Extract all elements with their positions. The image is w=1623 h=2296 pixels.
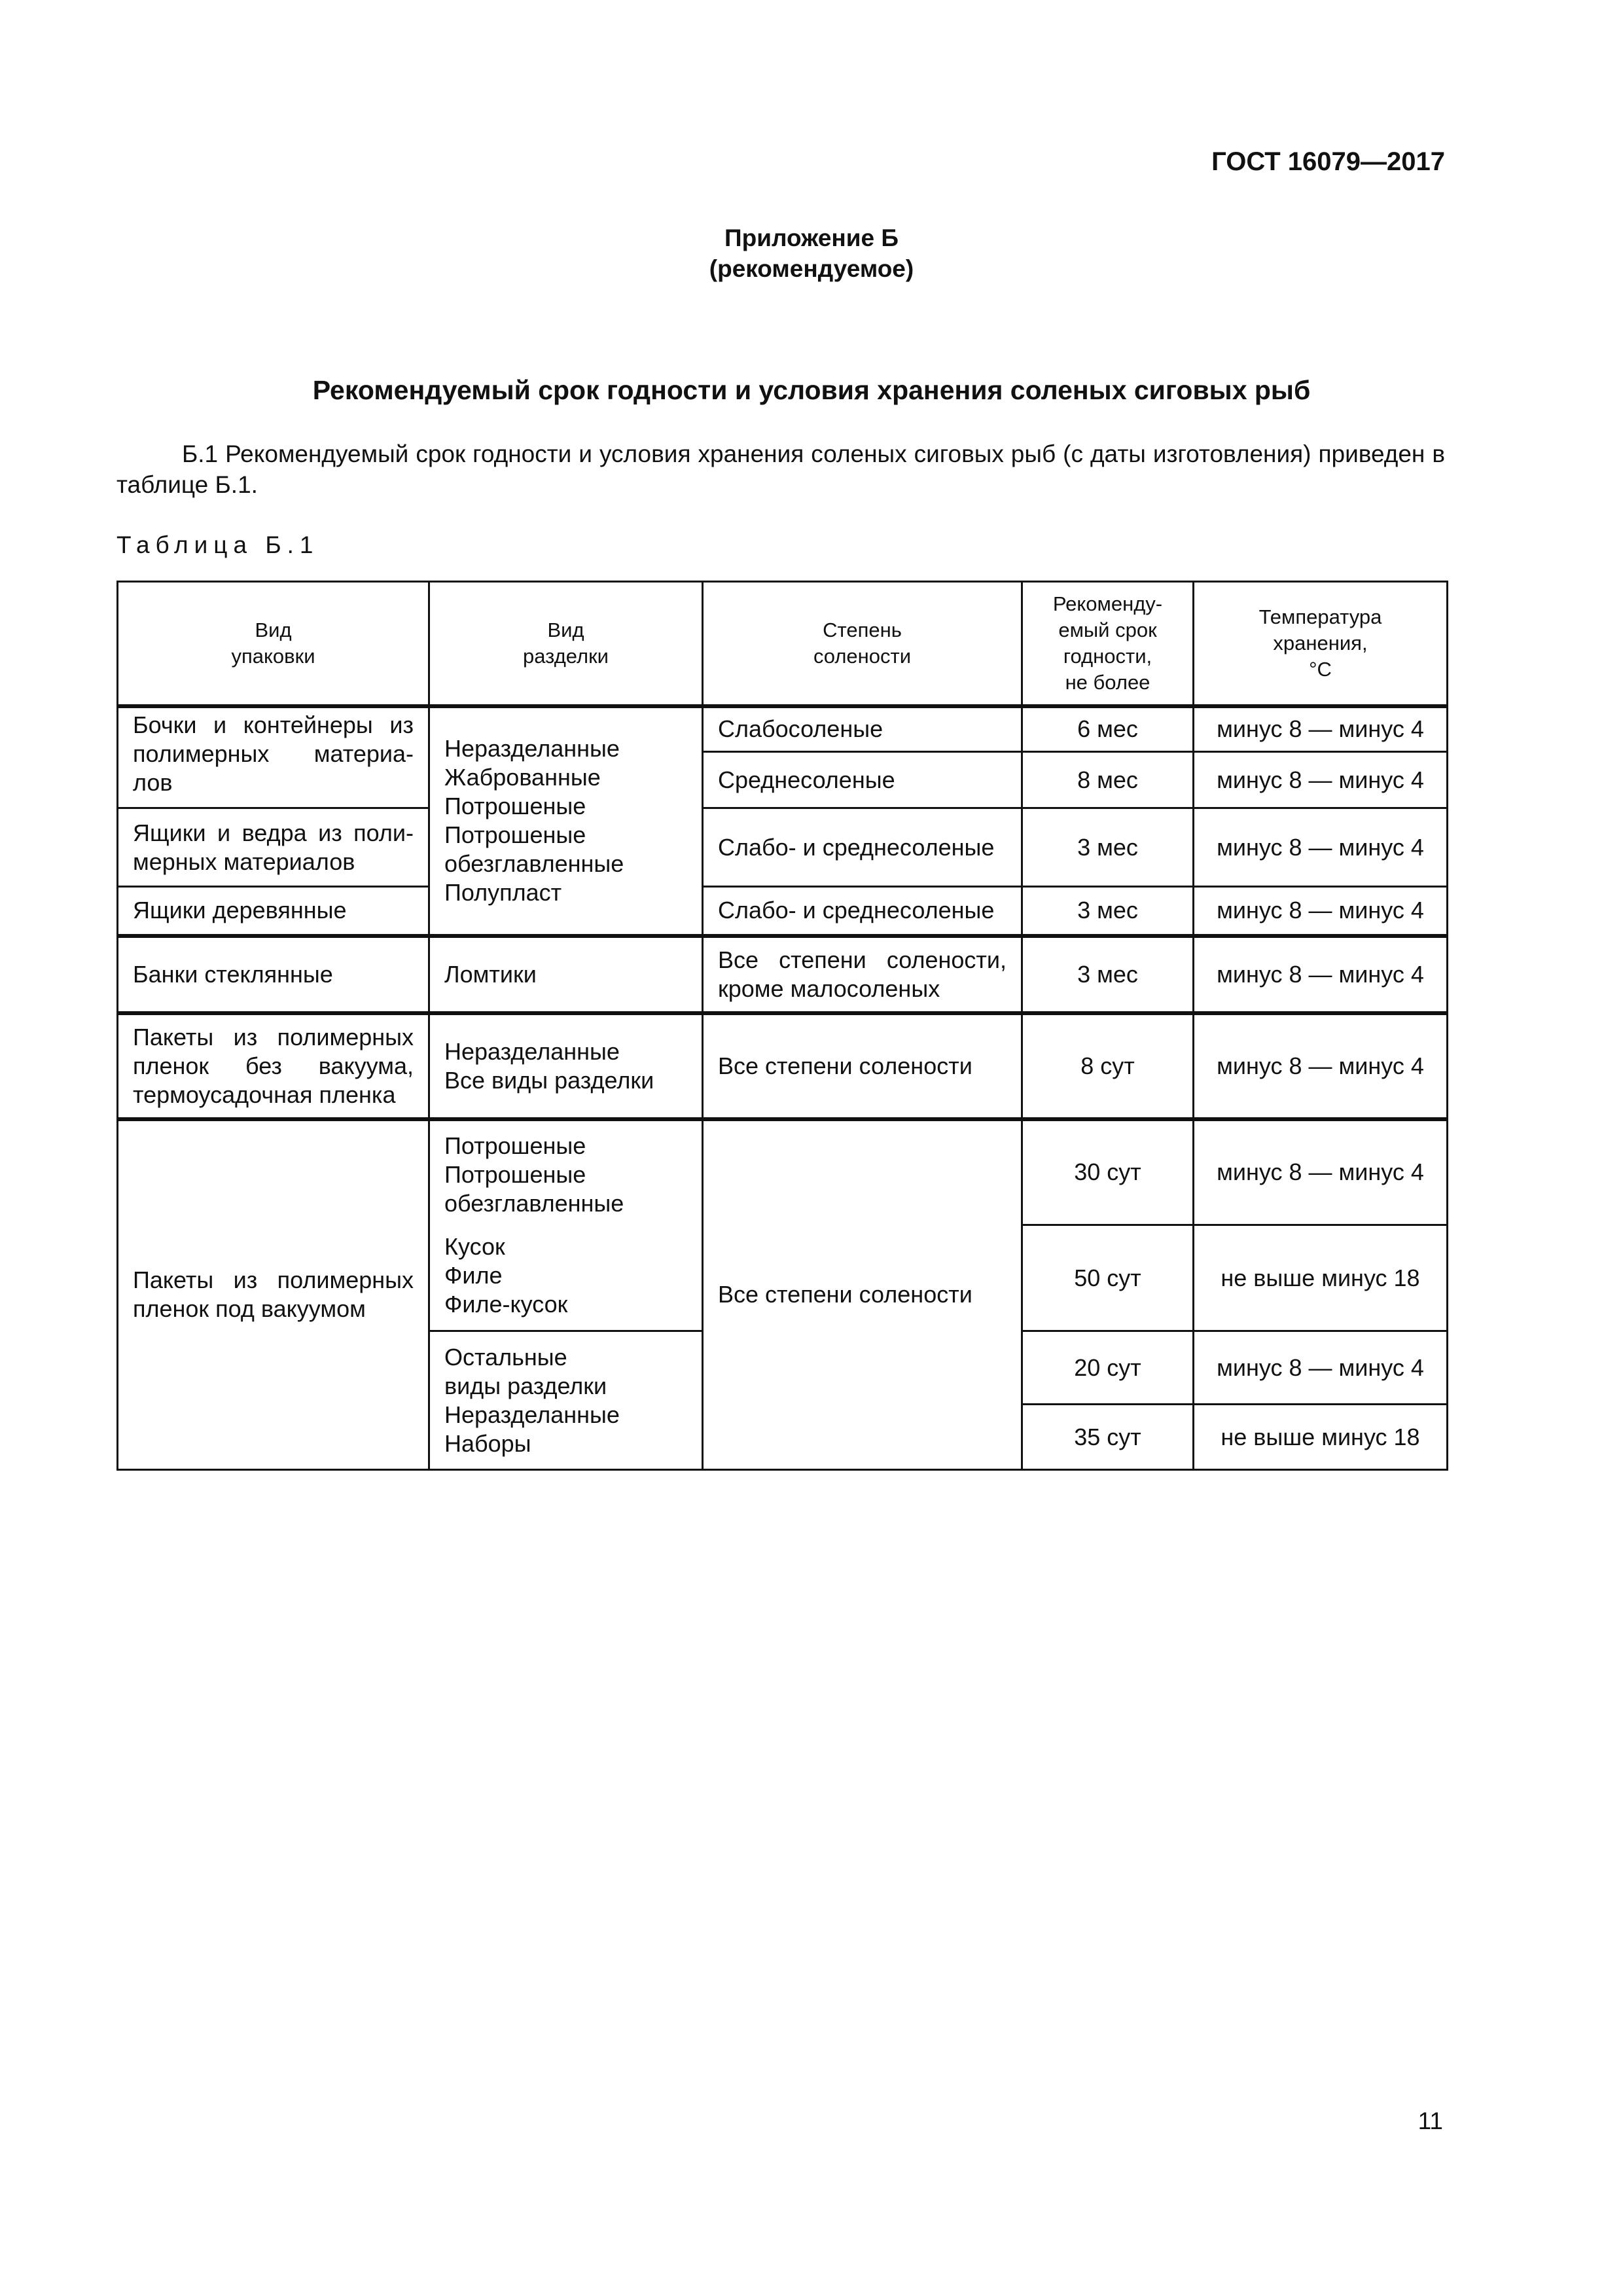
cutting-line: Потрошеные xyxy=(444,1132,586,1160)
temperature-cell: минус 8 — минус 4 xyxy=(1194,752,1448,808)
temperature-cell: не выше минус 18 xyxy=(1194,1405,1448,1470)
packaging-cell: Ящики деревянные xyxy=(118,887,429,936)
table-row xyxy=(118,808,1448,887)
document-code: ГОСТ 16079—2017 xyxy=(1211,147,1445,176)
paragraph-b1: Б.1 Рекомендуемый срок годности и условия хранения соленых сиговых рыб (с даты изготовления) приведен в таблице Б.1. xyxy=(116,440,1445,498)
header-text: упаковки xyxy=(231,644,315,668)
cutting-line: Все виды разделки xyxy=(444,1066,654,1094)
header-text: Вид xyxy=(255,618,292,641)
salinity-cell: Слабо- и среднесоленые xyxy=(703,808,1022,887)
packaging-cell: Пакеты из полимерных пленок без вакуума, термоусадочная пленка xyxy=(118,1013,429,1119)
cutting-line: Филе xyxy=(444,1262,503,1289)
shelf-life-cell: 3 мес xyxy=(1022,808,1194,887)
salinity-cell: Все степени солености, кроме малосоленых xyxy=(703,936,1022,1013)
temperature-cell: минус 8 — минус 4 xyxy=(1194,887,1448,936)
header-text: Рекоменду- xyxy=(1052,592,1163,615)
temperature-cell: минус 8 — минус 4 xyxy=(1194,1013,1448,1119)
storage-table xyxy=(116,581,1448,1471)
packaging-cell: Бочки и контейнеры из полимерных материа-лов xyxy=(118,706,429,808)
header-text: емый срок xyxy=(1058,618,1157,641)
header-text: солености xyxy=(813,644,912,668)
cutting-line: Наборы xyxy=(444,1429,531,1457)
packaging-cell: Банки стеклянные xyxy=(118,936,429,1013)
cutting-cell xyxy=(429,706,703,936)
spacer xyxy=(444,1218,687,1232)
header-text: хранения, xyxy=(1273,631,1368,655)
salinity-cell: Слабо- и среднесоленые xyxy=(703,887,1022,936)
packaging-cell: Ящики и ведра из поли-мерных материалов xyxy=(118,808,429,887)
header-text: Вид xyxy=(547,618,584,641)
shelf-life-cell: 8 мес xyxy=(1022,752,1194,808)
cutting-line: Неразделанные xyxy=(444,735,620,762)
table-row xyxy=(118,1013,1448,1119)
appendix-title: Приложение Б xyxy=(724,224,899,251)
salinity-cell: Все степени солености xyxy=(703,1119,1022,1470)
shelf-life-cell: 8 сут xyxy=(1022,1013,1194,1119)
cutting-line: Жаброванные xyxy=(444,764,601,791)
shelf-life-cell: 50 сут xyxy=(1022,1225,1194,1331)
cutting-cell xyxy=(429,1013,703,1119)
temperature-cell: минус 8 — минус 4 xyxy=(1194,808,1448,887)
cutting-line: Остальные xyxy=(444,1343,567,1371)
table-row xyxy=(118,706,1448,752)
packaging-cell: Пакеты из полимерных пленок под вакуумом xyxy=(118,1119,429,1470)
temperature-cell: минус 8 — минус 4 xyxy=(1194,706,1448,752)
table-row xyxy=(118,1119,1448,1225)
shelf-life-cell: 3 мес xyxy=(1022,887,1194,936)
cutting-line: Потрошеные xyxy=(444,821,586,848)
salinity-cell: Все степени солености xyxy=(703,1013,1022,1119)
temperature-cell: не выше минус 18 xyxy=(1194,1225,1448,1331)
table-header-row xyxy=(118,582,1448,706)
shelf-life-cell: 20 сут xyxy=(1022,1331,1194,1405)
temperature-cell: минус 8 — минус 4 xyxy=(1194,1119,1448,1225)
shelf-life-cell: 6 мес xyxy=(1022,706,1194,752)
header-salinity xyxy=(703,582,1022,706)
shelf-life-cell: 3 мес xyxy=(1022,936,1194,1013)
temperature-cell: минус 8 — минус 4 xyxy=(1194,936,1448,1013)
salinity-cell: Слабосоленые xyxy=(703,706,1022,752)
cutting-cell xyxy=(429,1119,703,1331)
cutting-line: обезглавленные xyxy=(444,850,624,877)
header-text: не более xyxy=(1065,670,1150,694)
header-text: разделки xyxy=(523,644,609,668)
cutting-line: Потрошеные xyxy=(444,1161,586,1189)
header-shelf-life xyxy=(1022,582,1194,706)
cutting-line: Полупласт xyxy=(444,879,562,906)
header-temperature xyxy=(1194,582,1448,706)
table-caption: Таблица Б.1 xyxy=(116,531,319,558)
salinity-cell: Среднесоленые xyxy=(703,752,1022,808)
page-number: 11 xyxy=(1418,2108,1443,2134)
shelf-life-cell: 30 сут xyxy=(1022,1119,1194,1225)
header-packaging xyxy=(118,582,429,706)
cutting-line: Кусок xyxy=(444,1233,505,1261)
cutting-line: Неразделанные xyxy=(444,1401,620,1428)
header-text: Степень xyxy=(823,618,902,641)
table-row xyxy=(118,887,1448,936)
header-cutting xyxy=(429,582,703,706)
section-title: Рекомендуемый срок годности и условия хранения соленых сиговых рыб xyxy=(312,375,1311,405)
cutting-line: Филе-кусок xyxy=(444,1291,568,1318)
cutting-cell: Ломтики xyxy=(429,936,703,1013)
cutting-line: Неразделанные xyxy=(444,1037,620,1065)
temperature-cell: минус 8 — минус 4 xyxy=(1194,1331,1448,1405)
cutting-line: виды разделки xyxy=(444,1372,607,1399)
table-row xyxy=(118,936,1448,1013)
cutting-line: Потрошеные xyxy=(444,793,586,819)
cutting-cell xyxy=(429,1331,703,1470)
shelf-life-cell: 35 сут xyxy=(1022,1405,1194,1470)
header-text: годности, xyxy=(1063,644,1152,668)
appendix-status: (рекомендуемое) xyxy=(709,255,914,282)
cutting-line: обезглавленные xyxy=(444,1190,624,1217)
header-text: °С xyxy=(1309,657,1332,681)
header-text: Температура xyxy=(1258,605,1382,628)
